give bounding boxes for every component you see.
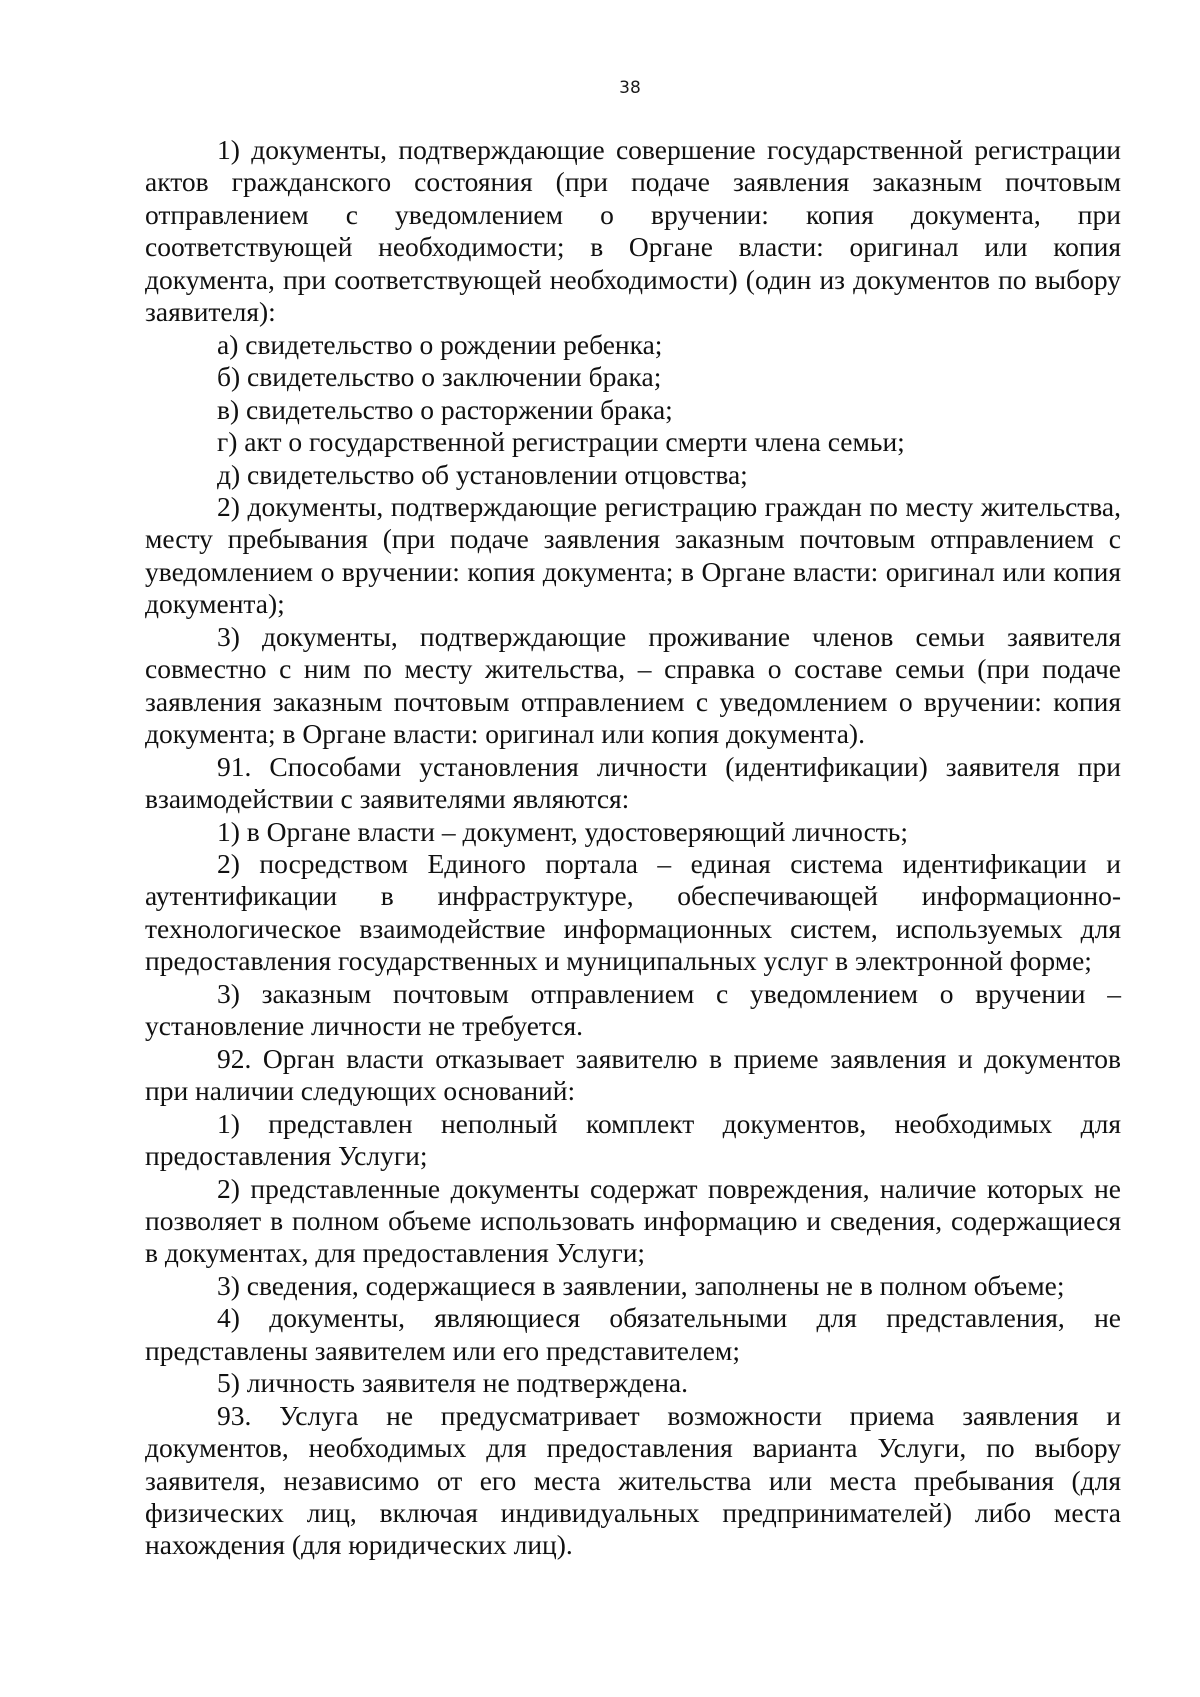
paragraph-91-item-2: 2) посредством Единого портала – единая система идентификации и аутентификации в инфраструктуре, обеспечивающей информационно-технологическое взаимодействие информационных систем, используемых для предоставления государственных и муниципальных услуг в электронной форме; xyxy=(145,847,1121,977)
paragraph-subitem-b-marriage-certificate: б) свидетельство о заключении брака; xyxy=(217,361,662,393)
paragraph-92-item-3: 3) сведения, содержащиеся в заявлении, заполнены не в полном объеме; xyxy=(217,1269,1065,1301)
paragraph-subitem-d-paternity-certificate: д) свидетельство об установлении отцовства; xyxy=(217,458,748,490)
page-number: 38 xyxy=(619,78,641,98)
paragraph-91-item-1: 1) в Органе власти – документ, удостоверяющий личность; xyxy=(217,815,908,847)
paragraph-92-item-1: 1) представлен неполный комплект документов, необходимых для предоставления Услуги; xyxy=(145,1107,1121,1172)
paragraph-92-item-5: 5) личность заявителя не подтверждена. xyxy=(217,1367,688,1399)
paragraph-item-2-residence-registration: 2) документы, подтверждающие регистрацию граждан по месту жительства, месту пребывания (при подаче заявления заказным почтовым отправлением с уведомлением о вручении: копия документа; в Органе власти: оригинал или копия документа); xyxy=(145,490,1121,620)
paragraph-91-item-3: 3) заказным почтовым отправлением с уведомлением о вручении – установление личности не требуется. xyxy=(145,977,1121,1042)
paragraph-92-item-2: 2) представленные документы содержат повреждения, наличие которых не позволяет в полном объеме использовать информацию и сведения, содержащиеся в документах, для предоставления Услуги; xyxy=(145,1172,1121,1269)
paragraph-subitem-a-birth-certificate: а) свидетельство о рождении ребенка; xyxy=(217,328,663,360)
paragraph-section-93: 93. Услуга не предусматривает возможности приема заявления и документов, необходимых для предоставления варианта Услуги, по выбору заявителя, независимо от его места жительства или места пребывания (для физических лиц, включая индивидуальных предпринимателей) либо места нахождения (для юридических лиц). xyxy=(145,1399,1121,1561)
paragraph-item-1-documents-civil-registration: 1) документы, подтверждающие совершение государственной регистрации актов гражданского состояния (при подаче заявления заказным почтовым отправлением с уведомлением о вручении: копия документа, при соответствующей необходимости; в Органе власти: оригинал или копия документа, при соответствующей необходимости) (один из документов по выбору заявителя): xyxy=(145,134,1121,328)
paragraph-92-item-4: 4) документы, являющиеся обязательными для представления, не представлены заявителем или его представителем; xyxy=(145,1302,1121,1366)
paragraph-subitem-g-death-record: г) акт о государственной регистрации смерти члена семьи; xyxy=(217,426,905,458)
paragraph-section-92: 92. Орган власти отказывает заявителю в приеме заявления и документов при наличии следующих оснований: xyxy=(145,1042,1121,1107)
paragraph-item-3-family-cohabitation: 3) документы, подтверждающие проживание членов семьи заявителя совместно с ним по месту жительства, – справка о составе семьи (при подаче заявления заказным почтовым отправлением с уведомлением о вручении: копия документа; в Органе власти: оригинал или копия документа). xyxy=(145,620,1121,750)
paragraph-section-91: 91. Способами установления личности (идентификации) заявителя при взаимодействии с заявителями являются: xyxy=(145,750,1121,815)
paragraph-subitem-v-divorce-certificate: в) свидетельство о расторжении брака; xyxy=(217,393,673,425)
document-body xyxy=(145,134,1121,1562)
